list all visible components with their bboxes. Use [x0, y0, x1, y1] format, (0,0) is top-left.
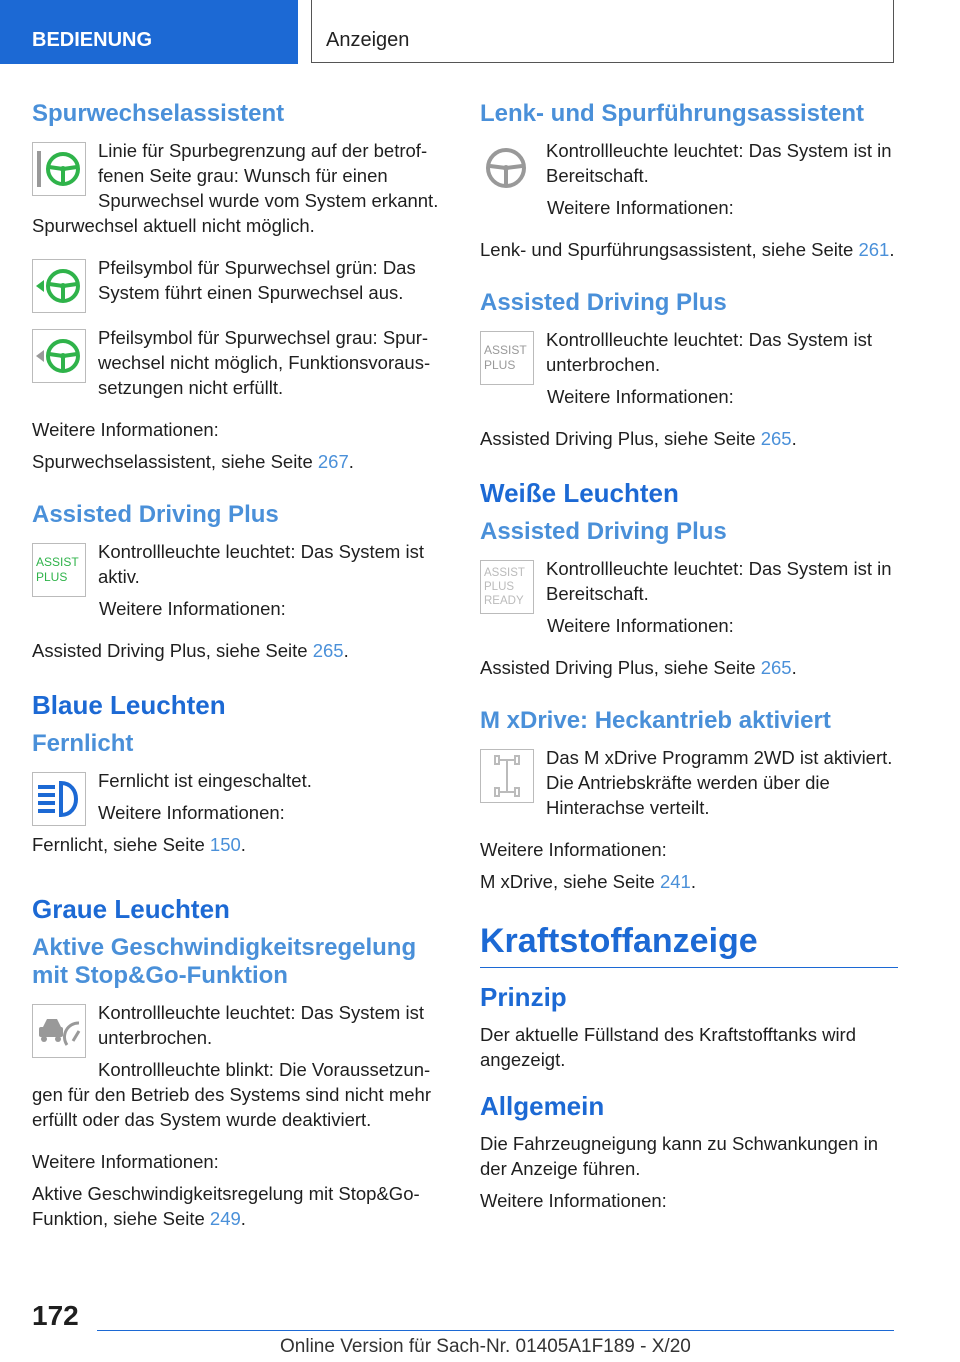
more-info-label: Weitere Informationen: [32, 419, 219, 440]
heading-allgemein: Allgemein [480, 1091, 605, 1121]
spur-text-3: Pfeilsymbol für Spurwechsel grau: Spurwechsel nicht möglich, Funktionsvoraussetzungen nicht erfüllt. [98, 327, 431, 398]
assist-plus-ready-icon: ASSIST PLUS READY [480, 560, 534, 614]
page-link-249[interactable]: 249 [209, 1208, 241, 1229]
page-number: 172 [32, 1300, 79, 1331]
heading-blaue-leuchten: Blaue Leuchten [32, 690, 226, 720]
acc-text-2: Kontrollleuchte blinkt: Die Voraussetzungen für den Betrieb des Systems sind nicht mehr erfüllt oder das System wurde deaktiviert. [32, 1059, 431, 1130]
page-link-265[interactable]: 265 [760, 428, 792, 449]
adp-grey-reference: Assisted Driving Plus, siehe Seite 265. [480, 428, 797, 449]
fernlicht-reference: Fernlicht, siehe Seite 150. [32, 834, 246, 855]
heading-assisted-driving-plus: Assisted Driving Plus [32, 501, 279, 528]
acc-text-1: Kontrollleuchte leuchtet: Das System ist unterbrochen. [98, 1002, 424, 1048]
high-beam-icon [32, 772, 86, 826]
heading-kraftstoffanzeige: Kraftstoffanzeige [480, 921, 898, 968]
page-link-267[interactable]: 267 [317, 451, 349, 472]
left-column [32, 100, 450, 1238]
adp-reference: Assisted Driving Plus, siehe Seite 265. [32, 640, 349, 661]
adp-ready-reference: Assisted Driving Plus, siehe Seite 265. [480, 657, 797, 678]
heading-weisse-leuchten: Weiße Leuchten [480, 478, 679, 508]
footer-divider [97, 1330, 894, 1331]
heading-m-xdrive: M xDrive: Heckantrieb aktiviert [480, 707, 831, 734]
more-info-label: Weitere Informationen: [32, 1151, 219, 1172]
spur-text-1: Linie für Spurbegrenzung auf der betroffenen Seite grau: Wunsch für einen Spurwechsel wurde vom System erkannt. Spurwechsel aktuell nicht möglich. [32, 140, 439, 236]
header-title-tab [311, 0, 894, 63]
allgemein-text: Die Fahrzeugneigung kann zu Schwankungen in der Anzeige führen. [480, 1133, 879, 1179]
adp-ready-text: Kontrollleuchte leuchtet: Das System ist in Bereitschaft. [546, 558, 892, 604]
more-info-label: Weitere Informationen: [547, 386, 734, 407]
adp-text: Kontrollleuchte leuchtet: Das System ist aktiv. [98, 541, 424, 587]
header-section-tab [0, 0, 298, 64]
mxdrive-reference: M xDrive, siehe Seite 241. [480, 871, 696, 892]
assist-plus-green-icon: ASSIST PLUS [32, 543, 86, 597]
page-link-150[interactable]: 150 [209, 834, 241, 855]
fernlicht-text: Fernlicht ist eingeschaltet. [98, 770, 312, 791]
lane-change-green-arrow-icon [32, 259, 86, 313]
page-link-241[interactable]: 241 [659, 871, 691, 892]
header-title: Anzeigen [326, 29, 410, 51]
heading-lenk-und-spurfuehrungsassistent: Lenk- und Spurführungsassistent [480, 100, 865, 127]
heading-fernlicht: Fernlicht [32, 730, 134, 757]
assist-plus-grey-icon: ASSIST PLUS [480, 331, 534, 385]
page-link-265[interactable]: 265 [312, 640, 344, 661]
header-section-label: BEDIENUNG [32, 29, 153, 51]
page-link-265[interactable]: 265 [760, 657, 792, 678]
xdrive-rwd-icon [480, 749, 534, 803]
heading-aktive-geschwindigkeitsregelung: Aktive Geschwindigkeitsregelung mit Stop&Go-Funktion [32, 934, 417, 989]
spur-reference: Spurwechselassistent, siehe Seite 267. [32, 451, 354, 472]
lane-change-grey-arrow-icon [32, 329, 86, 383]
lenk-reference: Lenk- und Spurführungsassistent, siehe Seite 261. [480, 239, 895, 260]
more-info-label: Weitere Informationen: [480, 1190, 667, 1211]
cruise-control-grey-icon [32, 1004, 86, 1058]
heading-prinzip: Prinzip [480, 982, 567, 1012]
more-info-label: Weitere Informationen: [547, 197, 734, 218]
footer-online-version: Online Version für Sach-Nr. 01405A1F189 - X/20 [280, 1336, 691, 1357]
more-info-label: Weitere Informationen: [99, 598, 286, 619]
page-link-261[interactable]: 261 [858, 239, 890, 260]
lane-change-grey-line-icon [32, 142, 86, 196]
more-info-label: Weitere Informationen: [480, 839, 667, 860]
lenk-text: Kontrollleuchte leuchtet: Das System ist in Bereitschaft. [546, 140, 892, 186]
heading-graue-leuchten: Graue Leuchten [32, 894, 230, 924]
more-info-label: Weitere Informationen: [98, 802, 285, 823]
spur-text-2: Pfeilsymbol für Spurwechsel grün: Das System führt einen Spurwechsel aus. [98, 257, 416, 303]
acc-reference: Aktive Geschwindigkeitsregelung mit Stop&Go-Funktion, siehe Seite 249. [32, 1183, 420, 1229]
mxdrive-text: Das M xDrive Programm 2WD ist aktiviert. Die Antriebskräfte werden über die Hinterachse verteilt. [546, 747, 893, 818]
heading-assisted-driving-plus-ready: Assisted Driving Plus [480, 518, 727, 545]
more-info-label: Weitere Informationen: [547, 615, 734, 636]
heading-assisted-driving-plus-grey: Assisted Driving Plus [480, 289, 727, 316]
right-column [480, 100, 898, 1220]
heading-spurwechselassistent: Spurwechselassistent [32, 100, 285, 127]
prinzip-text: Der aktuelle Füllstand des Kraftstofftanks wird angezeigt. [480, 1024, 856, 1070]
steering-wheel-grey-icon [480, 142, 534, 196]
adp-grey-text: Kontrollleuchte leuchtet: Das System ist unterbrochen. [546, 329, 872, 375]
